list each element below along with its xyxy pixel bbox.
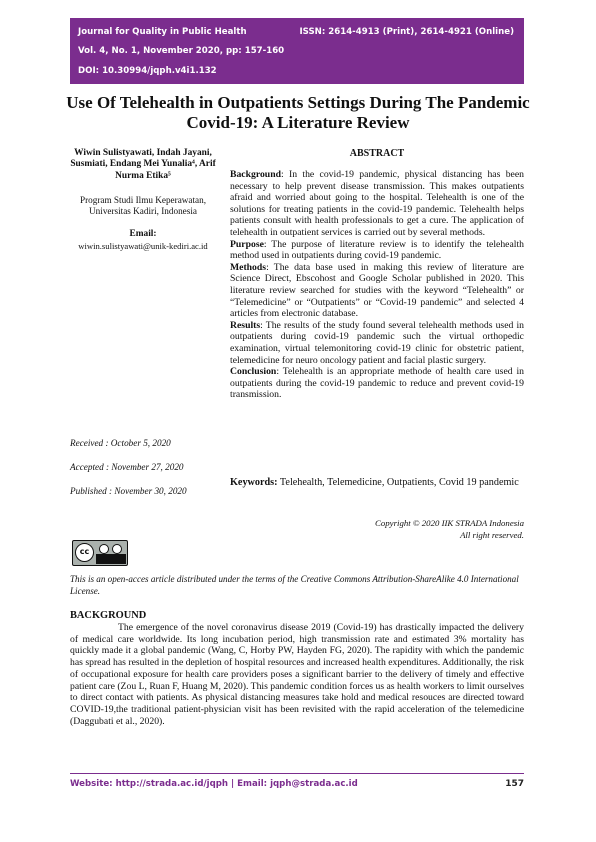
license-strip	[96, 554, 126, 564]
affiliation: Program Studi Ilmu Keperawatan, Universitas Kadiri, Indonesia	[79, 195, 207, 217]
keywords-text: Telehealth, Telemedicine, Outpatients, Covid 19 pandemic	[277, 477, 519, 488]
abstract	[230, 169, 524, 401]
background-heading: BACKGROUND	[70, 610, 147, 621]
results-label: Results	[230, 319, 261, 331]
purpose-label: Purpose	[230, 238, 264, 250]
abstract-results	[230, 320, 524, 366]
footer-links[interactable]: Website: http://strada.ac.id/jqph | Email: jqph@strada.ac.id	[70, 779, 358, 789]
copyright	[375, 517, 524, 541]
keywords-label: Keywords:	[230, 477, 278, 488]
abstract-heading: ABSTRACT	[349, 148, 405, 159]
license-text: This is an open-acces article distributed under the terms of the Creative Commons Attribution-ShareAlike 4.0 International License.	[70, 574, 519, 596]
doi[interactable]: DOI: 10.30994/jqph.v4i1.132	[78, 66, 217, 76]
journal-name: Journal for Quality in Public Health	[78, 27, 247, 37]
rights-line: All right reserved.	[460, 530, 524, 540]
conclusion-label: Conclusion	[230, 366, 277, 378]
received-date: Received : October 5, 2020	[70, 438, 171, 448]
journal-banner	[70, 18, 524, 84]
methods-text: : The data base used in making this review of literature are Science Direct, Ebscohost and Google Scholar published in 2020. This literature review searched for studies with the keyword “Telehealth” or “Telemedicine” or “Outpatients” or “Covid-19 pandemic” and selected 4 articles from electronic database.	[230, 261, 524, 320]
abstract-purpose	[230, 239, 524, 262]
published-date: Published : November 30, 2020	[70, 486, 187, 496]
background-text: : In the covid-19 pandemic, physical distancing has been necessary to help prevent disease transmission. This makes outpatients afraid and worried about going to the hospital. Telehealth is one of the solutions for treating patients in the covid-19 pandemic. Telehealth helps patients consult with health professionals to get a cure. The application of telehealth in outpatient services is carried out by several methods.	[230, 169, 524, 238]
background-label: Background	[230, 169, 281, 180]
purpose-text: : The purpose of literature review is to identify the telehealth method used in outpatients during covid-19 pandemic.	[230, 238, 524, 262]
abstract-conclusion	[230, 366, 524, 401]
conclusion-text: : Telehealth is an appropriate methode of health care used in outpatients during the covid-19 pandemic to reduce and prevent covid-19 transmission.	[230, 366, 524, 401]
attribution-icon	[99, 544, 109, 554]
keywords	[230, 477, 524, 490]
cc-logo-icon: cc	[75, 543, 94, 562]
author-email[interactable]: wiwin.sulistyawati@unik-kediri.ac.id	[78, 241, 208, 251]
footer-divider	[70, 773, 524, 774]
copyright-line: Copyright © 2020 IIK STRADA Indonesia	[375, 518, 524, 528]
email-label: Email:	[129, 229, 157, 239]
background-paragraph: The emergence of the novel coronavirus disease 2019 (Covid-19) has drastically impacted the delivery of medical care worldwide. Its long incubation period, high transmission rate and estimated 3% mortality has quickly made it a global pandemic (Wang, C, Horby PW, Hayden FG, 2020). The rapidity with which the pandemic has spread has resulted in the depletion of hospital resources and increased health expenditures. Additionally, the risk of occupational exposure for health care providers poses a significant barrier to the delivery of timely and effective patient care (Zou L, Ruan F, Huang M, 2020). This pandemic condition forces us as health workers to limit ourselves to direct contact with patients. As physical distancing measures take hold and medical resouces are directed toward COVID-19,the traditional patient-physician visit has been revisited with the rapid acceleration of the telemedicine (Daggubati et al., 2020).	[70, 622, 525, 727]
results-text: : The results of the study found several telehealth methods used in outpatients during covid-19 pandemic such the virtual orthopedic examination, virtual telemonitoring covid-19 clinic for obstetric patient, telemedicine for neuro oncology patient and facial plastic surgery.	[230, 319, 524, 366]
issn: ISSN: 2614-4913 (Print), 2614-4921 (Online)	[299, 27, 514, 37]
abstract-methods	[230, 262, 524, 320]
volume-info: Vol. 4, No. 1, November 2020, pp: 157-160	[78, 46, 285, 56]
page-number: 157	[505, 779, 524, 789]
methods-label: Methods	[230, 261, 267, 273]
abstract-background	[230, 169, 524, 239]
authors: Wiwin Sulistyawati, Indah Jayani, Susmiati, Endang Mei Yunalia⁴, Arif Nurma Etika⁵	[70, 148, 216, 181]
cc-by-sa-badge-icon[interactable]	[72, 540, 128, 566]
article-title: Use Of Telehealth in Outpatients Settings During The Pandemic Covid-19: A Literature Review	[66, 93, 530, 132]
accepted-date: Accepted : November 27, 2020	[70, 462, 184, 472]
background-body	[70, 622, 524, 727]
sharealike-icon	[112, 544, 122, 554]
